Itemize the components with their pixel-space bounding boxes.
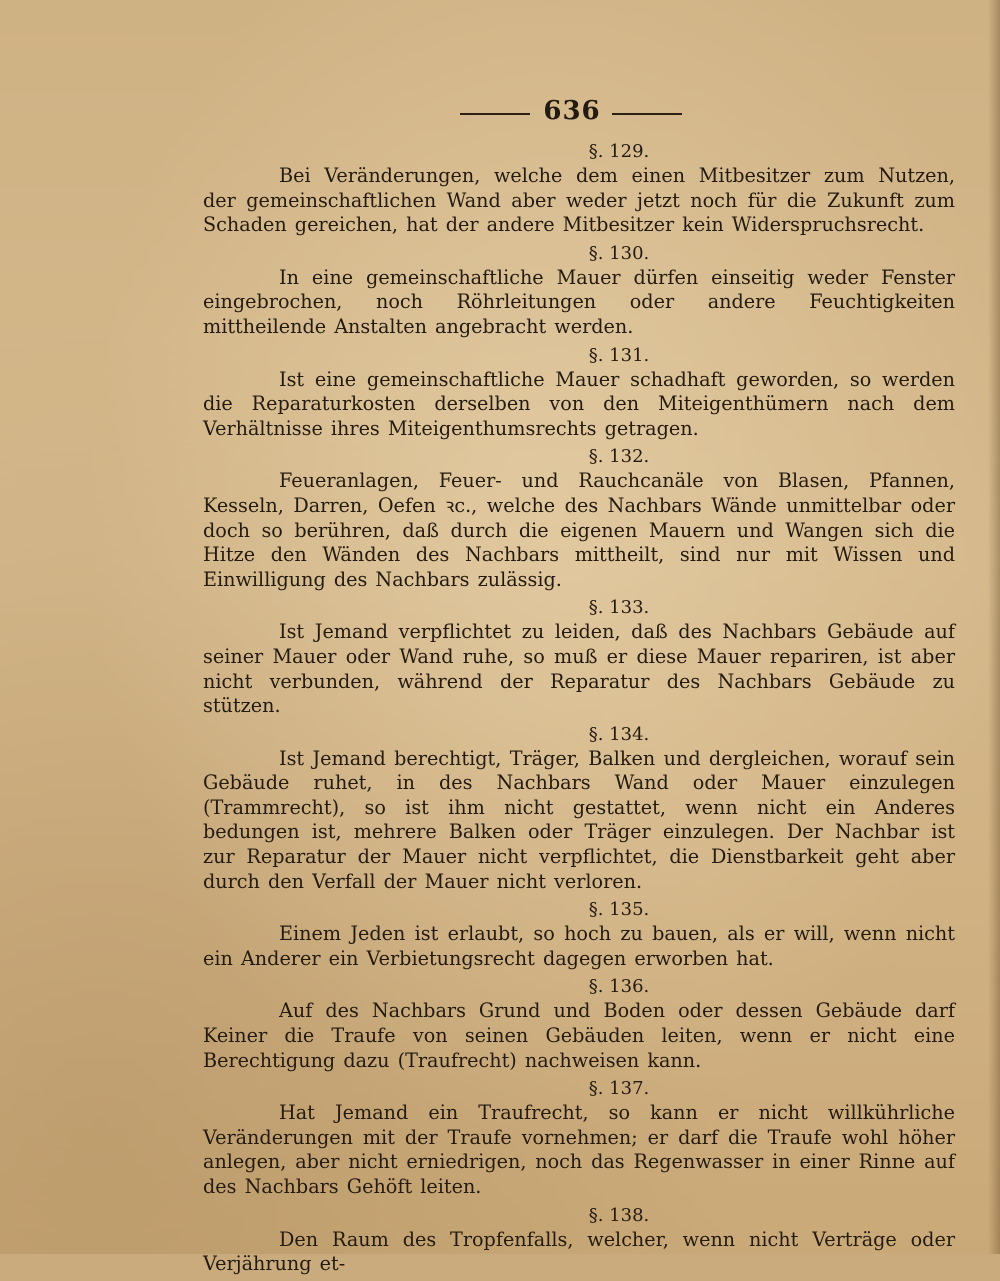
section-text: Feueranlagen, Feuer- und Rauchcanäle von Blasen, Pfannen, Kesseln, Darren, Oefen ꝛc., welche des Nachbars Wände unmittelbar oder doch so berühren, daß durch die eigenen Mauern und Wangen sich die Hitze den Wänden des Nachbars mittheilt, sind nur mit Wissen und Einwilligung des Nachbars zulässig. bbox=[203, 469, 955, 591]
section-132 bbox=[203, 445, 955, 592]
page-edge-shadow bbox=[988, 0, 1000, 1254]
section-136 bbox=[203, 975, 955, 1073]
section-number: §. 137. bbox=[588, 1078, 650, 1100]
section-text: Hat Jemand ein Traufrecht, so kann er nicht willkührliche Veränderungen mit der Traufe vornehmen; er darf die Traufe wohl höher anlegen, aber nicht erniedrigen, noch das Regenwasser in einer Rinne auf des Nachbars Gehöft leiten. bbox=[203, 1101, 955, 1198]
section-number: §. 130. bbox=[588, 242, 650, 264]
section-137 bbox=[203, 1077, 955, 1199]
section-text: Den Raum des Tropfenfalls, welcher, wenn nicht Verträge oder Verjährung et- bbox=[203, 1227, 955, 1276]
section-number: §. 133. bbox=[588, 597, 650, 619]
section-text: Bei Veränderungen, welche dem einen Mitbesitzer zum Nutzen, der gemeinschaftlichen Wand aber weder jetzt noch für die Zukunft zum Schaden gereichen, hat der andere Mitbesitzer kein Widerspruchsrecht. bbox=[203, 164, 955, 237]
section-text: Auf des Nachbars Grund und Boden oder dessen Gebäude darf Keiner die Traufe von seinen Gebäuden leiten, wenn er nicht eine Berechtigung dazu (Traufrecht) nachweisen kann. bbox=[203, 999, 955, 1072]
section-129 bbox=[203, 140, 955, 238]
section-138 bbox=[203, 1204, 955, 1277]
section-number: §. 138. bbox=[588, 1204, 650, 1226]
section-text: Ist eine gemeinschaftliche Mauer schadhaft geworden, so werden die Reparaturkosten derselben von den Miteigenthümern nach dem Verhältnisse ihres Miteigenthumsrechts getragen. bbox=[203, 367, 955, 440]
section-number: §. 132. bbox=[588, 446, 650, 468]
section-130 bbox=[203, 242, 955, 340]
page-number: 636 bbox=[543, 96, 601, 126]
section-131 bbox=[203, 344, 955, 442]
section-text: Ist Jemand berechtigt, Träger, Balken und dergleichen, worauf sein Gebäude ruhet, in des Nachbars Wand oder Mauer einzulegen (Trammrecht), so ist ihm nicht gestattet, wenn nicht ein Anderes bedungen ist, mehrere Balken oder Träger einzulegen. Der Nachbar ist zur Reparatur der Mauer nicht verpflichtet, die Dienstbarkeit geht aber durch den Verfall der Mauer nicht verloren. bbox=[203, 746, 955, 893]
section-text: In eine gemeinschaftliche Mauer dürfen einseitig weder Fenster eingebrochen, noch Röhrleitungen oder andere Feuchtigkeiten mittheilende Anstalten angebracht werden. bbox=[203, 265, 955, 338]
section-135 bbox=[203, 898, 955, 971]
section-number: §. 134. bbox=[588, 723, 650, 745]
section-number: §. 131. bbox=[588, 344, 650, 366]
page-body bbox=[203, 140, 955, 1281]
section-number: §. 135. bbox=[588, 899, 650, 921]
page-header bbox=[440, 92, 680, 132]
section-text: Einem Jeden ist erlaubt, so hoch zu bauen, als er will, wenn nicht ein Anderer ein Verbietungsrecht dagegen erworben hat. bbox=[203, 922, 955, 970]
section-number: §. 129. bbox=[588, 141, 650, 162]
header-rule-left bbox=[460, 113, 530, 115]
section-text: Ist Jemand verpflichtet zu leiden, daß des Nachbars Gebäude auf seiner Mauer oder Wand ruhe, so muß er diese Mauer repariren, ist aber nicht verbunden, während der Reparatur des Nachbars Gebäude zu stützen. bbox=[203, 620, 955, 718]
section-134 bbox=[203, 723, 955, 895]
section-133 bbox=[203, 596, 955, 718]
header-rule-right bbox=[612, 113, 682, 115]
section-number: §. 136. bbox=[588, 976, 650, 998]
